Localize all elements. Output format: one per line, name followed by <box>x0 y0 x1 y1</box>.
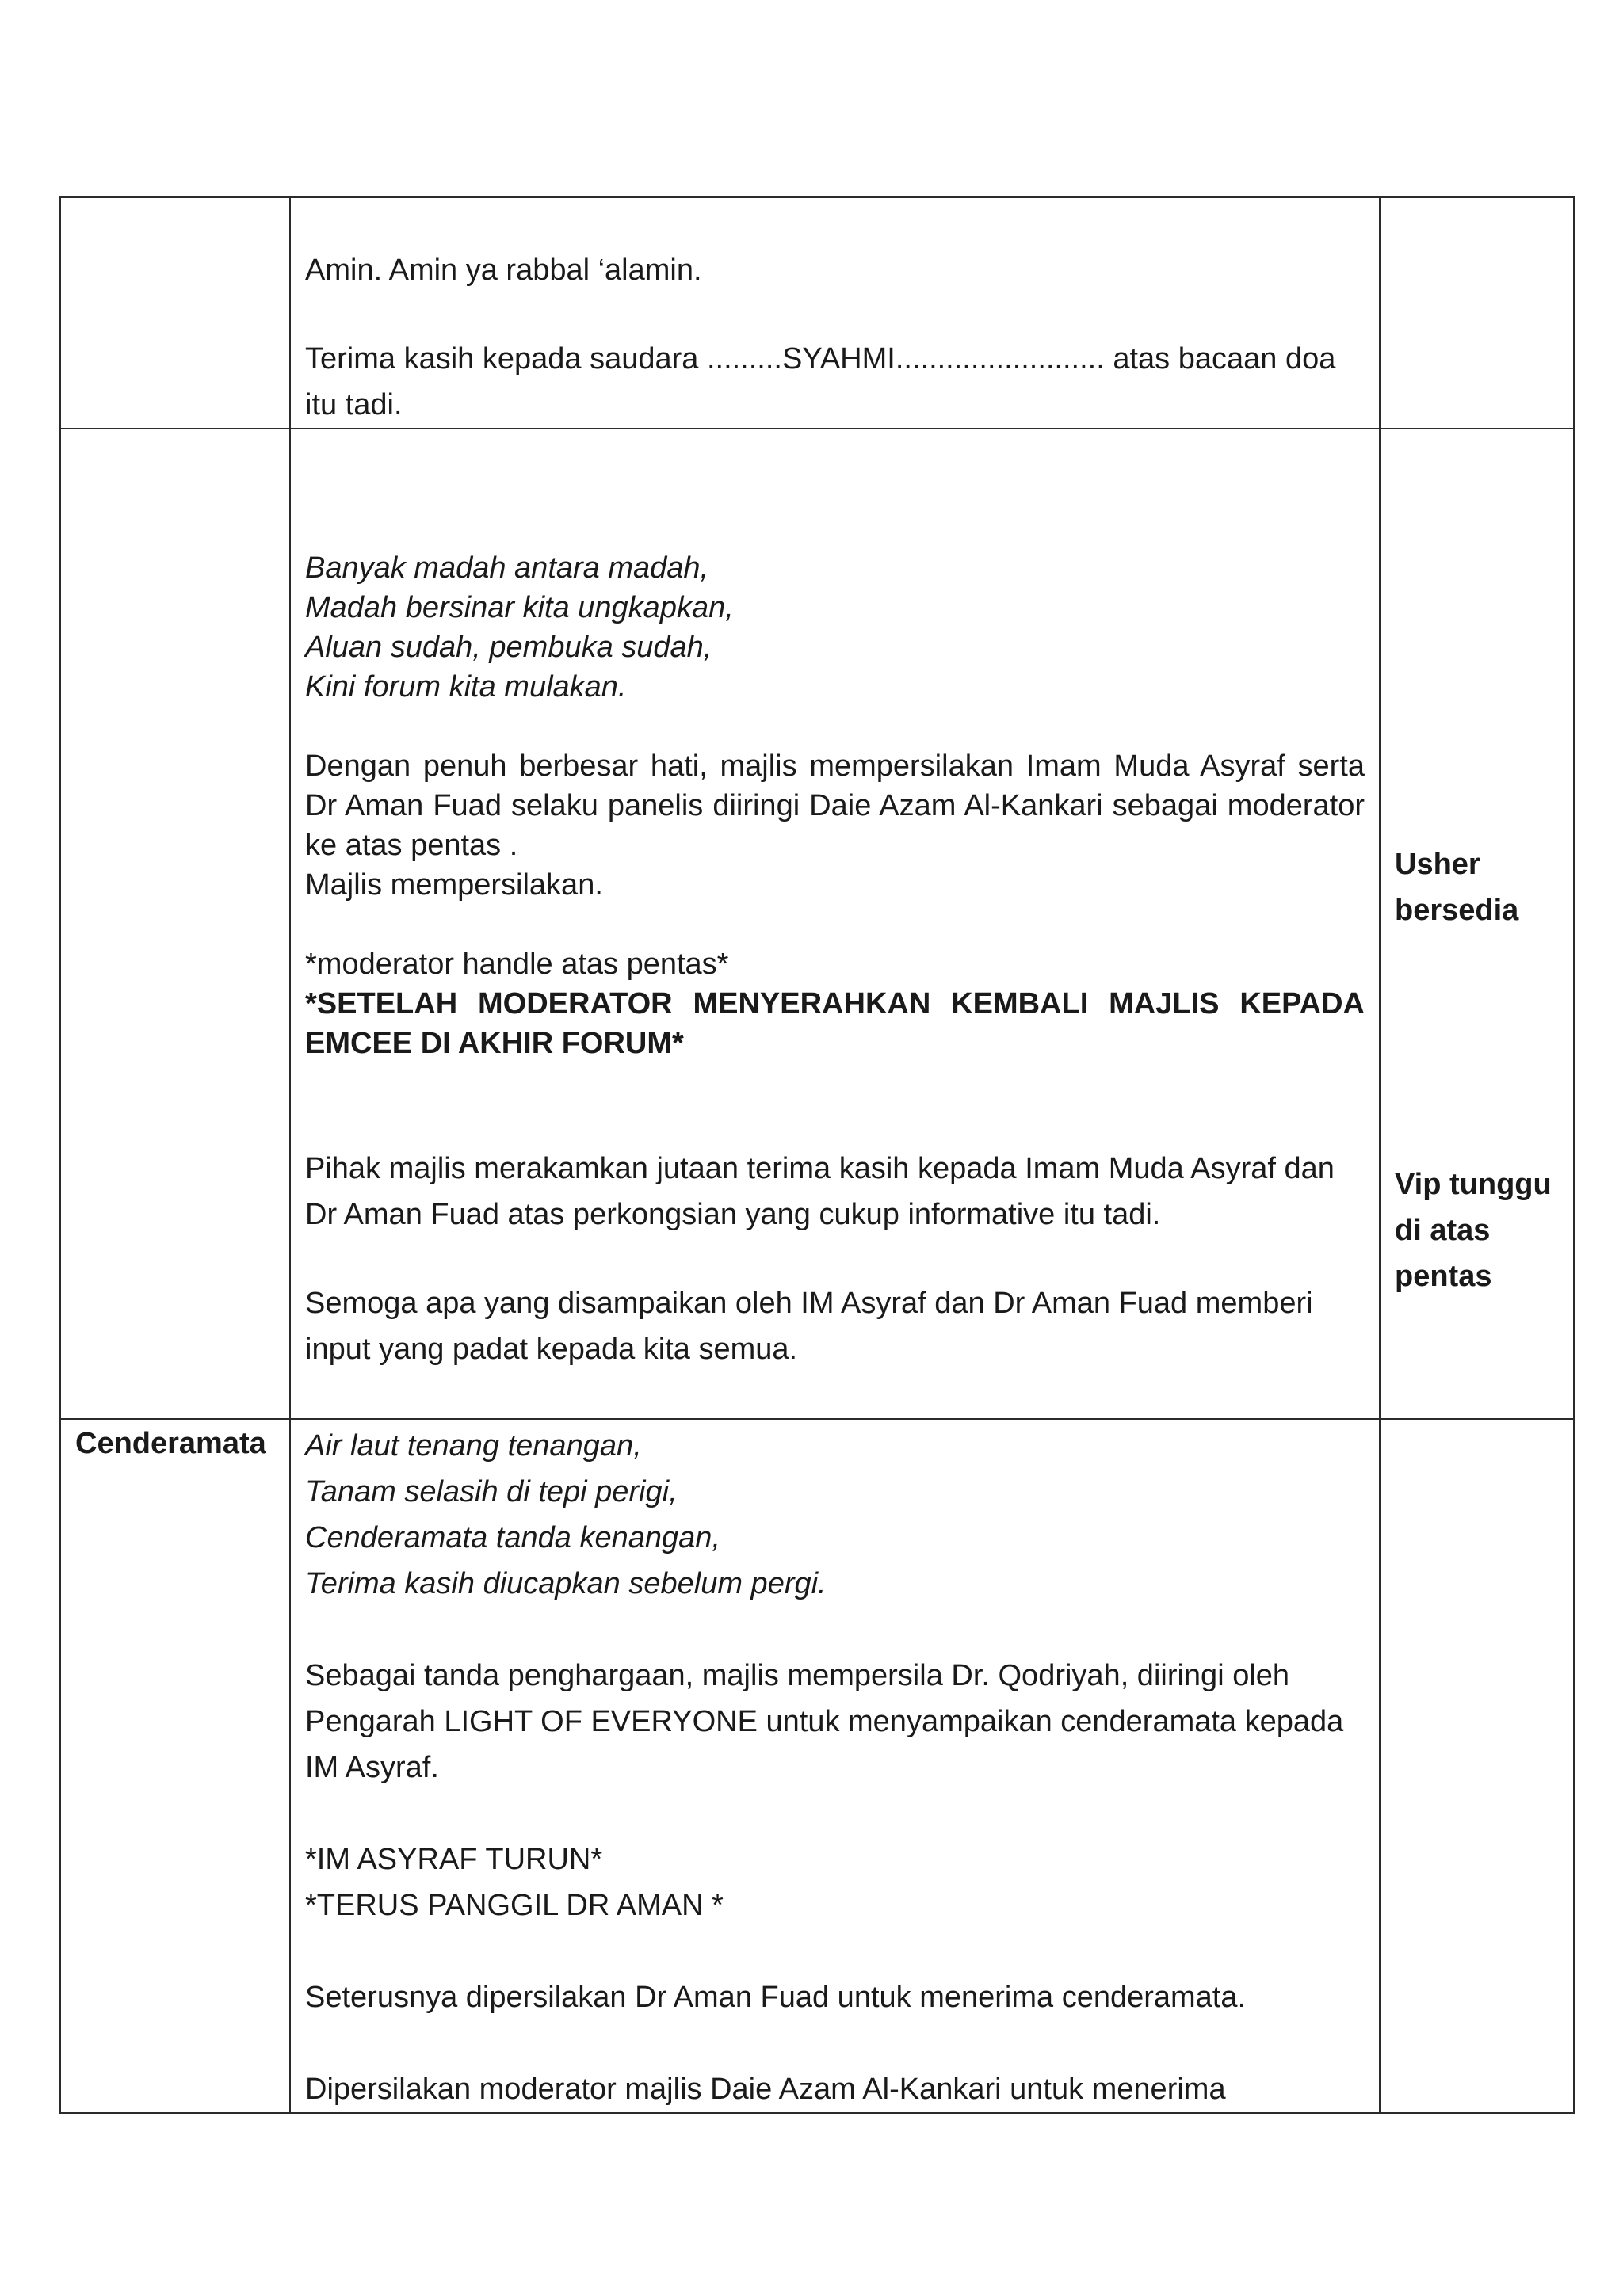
notes-cell <box>1380 197 1574 429</box>
panel-invitation: Dengan penuh berbesar hati, majlis mempersilakan Imam Muda Asyraf serta Dr Aman Fuad selaku panelis diiringi Daie Azam Al-Kankari sebagai moderator ke atas pentas . <box>305 749 1365 862</box>
forum-thanks: Pihak majlis merakamkan jutaan terima kasih kepada Imam Muda Asyraf dan Dr Aman Fuad atas perkongsian yang cukup informative itu tadi. <box>305 1152 1335 1231</box>
notes-cell <box>1380 1419 1574 2113</box>
content-cell <box>290 429 1380 1419</box>
pantun-line: Kini forum kita mulakan. <box>305 670 627 704</box>
pantun-line: Tanam selasih di tepi perigi, <box>305 1475 678 1508</box>
label-cell <box>60 197 290 429</box>
souvenir-appreciation: Sebagai tanda penghargaan, majlis mempersila Dr. Qodriyah, diiringi oleh Pengarah LIGHT OF EVERYONE untuk menyampaikan cenderamata kepada IM Asyraf. <box>305 1659 1344 1784</box>
content-cell <box>290 197 1380 429</box>
handover-instruction: *SETELAH MODERATOR MENYERAHKAN KEMBALI MAJLIS KEPADA EMCEE DI AKHIR FORUM* <box>305 987 1365 1060</box>
souvenir-next: Seterusnya dipersilakan Dr Aman Fuad untuk menerima cenderamata. <box>305 1981 1247 2014</box>
usher-note: Usher bersedia <box>1395 848 1519 927</box>
pantun-line: Terima kasih diucapkan sebelum pergi. <box>305 1567 827 1600</box>
table-row <box>60 197 1574 429</box>
content-cell <box>290 1419 1380 2113</box>
thanks-doa: Terima kasih kepada saudara .........SYAHMI......................... atas bacaan doa itu tadi. <box>305 342 1336 421</box>
label-cell <box>60 429 290 1419</box>
label-cell <box>60 1419 290 2113</box>
table-row <box>60 429 1574 1419</box>
pantun-line: Aluan sudah, pembuka sudah, <box>305 631 712 664</box>
cue-im-asyraf: *IM ASYRAF TURUN* <box>305 1843 603 1876</box>
vip-note: Vip tunggu di atas pentas <box>1395 1168 1552 1293</box>
souvenir-moderator: Dipersilakan moderator majlis Daie Azam Al-Kankari untuk menerima <box>305 2073 1226 2106</box>
pantun-line: Madah bersinar kita ungkapkan, <box>305 591 734 624</box>
event-script-table <box>59 196 1575 2114</box>
forum-pantun <box>305 548 1365 707</box>
moderator-stage-note: *moderator handle atas pentas* <box>305 948 729 981</box>
panel-invitation-closing: Majlis mempersilakan. <box>305 868 603 902</box>
cue-dr-aman: *TERUS PANGGIL DR AMAN * <box>305 1889 724 1922</box>
closing-amin: Amin. Amin ya rabbal ‘alamin. <box>305 254 702 287</box>
pantun-line: Cenderamata tanda kenangan, <box>305 1521 720 1554</box>
table-row <box>60 1419 1574 2113</box>
pantun-line: Air laut tenang tenangan, <box>305 1429 642 1463</box>
notes-cell <box>1380 429 1574 1419</box>
forum-closing-wish: Semoga apa yang disampaikan oleh IM Asyraf dan Dr Aman Fuad memberi input yang padat kepada kita semua. <box>305 1287 1313 1366</box>
souvenir-pantun <box>305 1423 1365 1607</box>
pantun-line: Banyak madah antara madah, <box>305 551 709 585</box>
section-label: Cenderamata <box>75 1427 266 1460</box>
